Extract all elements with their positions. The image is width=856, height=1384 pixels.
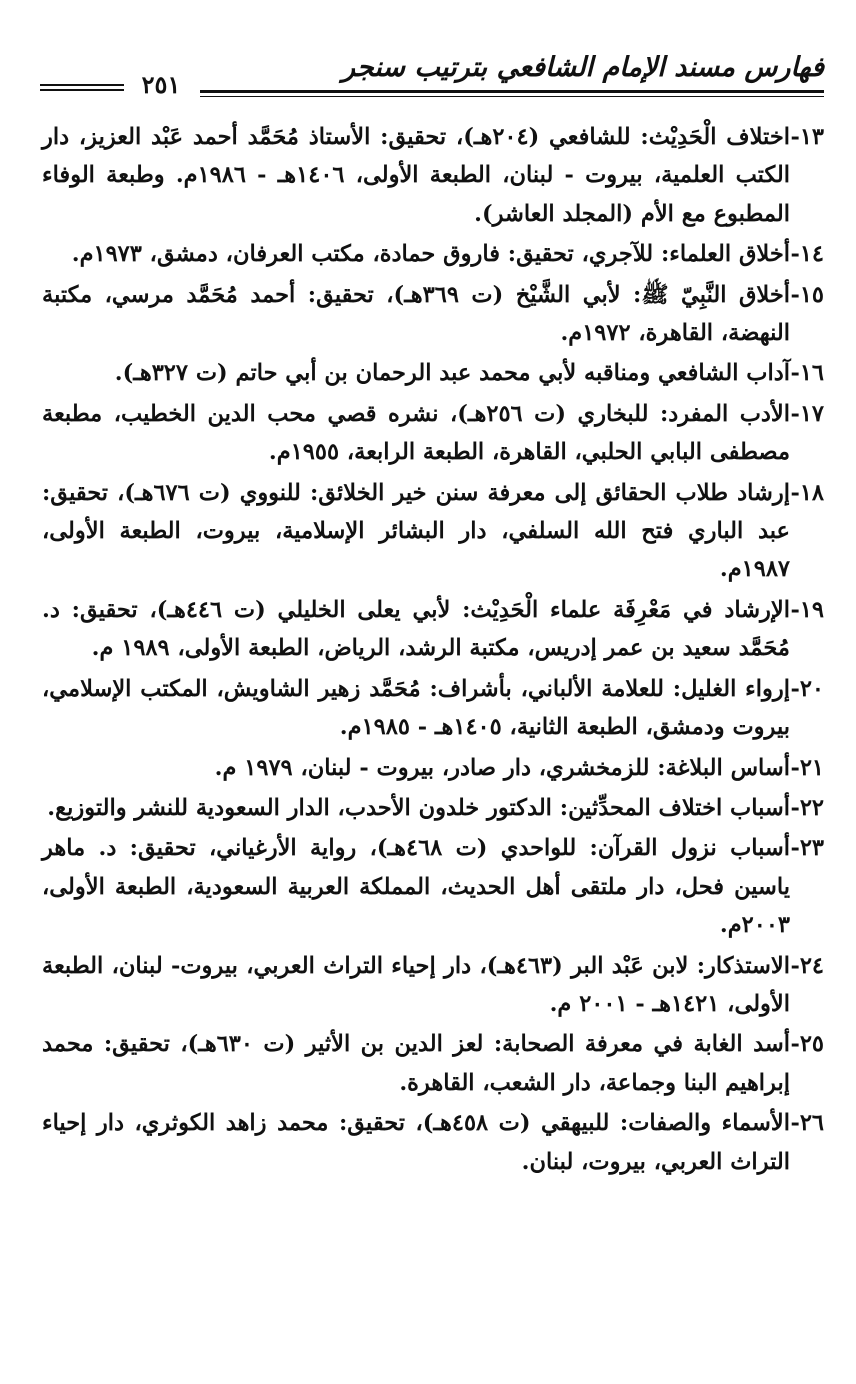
entry-text: الأسماء والصفات: للبيهقي (ت ٤٥٨هـ)، تحقيق: محمد زاهد الكوثري، دار إحياء التراث العربي، بيروت، لبنان. [42,1110,790,1175]
bibliography-entry [42,1025,824,1102]
bibliography-entry [42,395,824,472]
entry-text: الاستذكار: لابن عَبْد البر (٤٦٣هـ)، دار إحياء التراث العربي، بيروت- لبنان، الطبعة الأولى، ١٤٢١هـ - ٢٠٠١ م. [42,952,790,1017]
bibliography-entry [42,354,824,392]
entry-number: ١٥- [790,281,825,308]
bibliography-entry [42,235,824,273]
entry-text: اختلاف الْحَدِيْث: للشافعي (٢٠٤هـ)، تحقيق: الأستاذ مُحَمَّد أحمد عَبْد العزيز، دار الكتب العلمية، بيروت - لبنان، الطبعة الأولى، ١٤٠٦هـ - ١٩٨٦م. وطبعة الوفاء المطبوع مع الأم (المجلد العاشر). [42,124,790,227]
entry-number: ٢٤- [790,952,824,979]
header-rule [200,90,824,97]
entry-text: أسباب نزول القرآن: للواحدي (ت ٤٦٨هـ)، رواية الأرغياني، تحقيق: د. ماهر ياسين فحل، دار ملتقى أهل الحديث، المملكة العربية السعودية، الطبعة الأولى، ٢٠٠٣م. [42,835,790,939]
entry-number: ٢١- [790,754,824,781]
entry-number: ٢٦- [790,1110,824,1137]
entry-number: ١٨- [790,479,824,506]
bibliography-entry [42,591,824,668]
entry-text: إرشاد طلاب الحقائق إلى معرفة سنن خير الخلائق: للنووي (ت ٦٧٦هـ)، تحقيق: عبد الباري فتح الله السلفي، دار البشائر الإسلامية، بيروت، الطبعة الأولى، ١٩٨٧م. [42,479,790,583]
page-number-rule [40,84,124,94]
bibliography-entry [42,749,824,787]
entry-text: أسباب اختلاف المحدِّثين: الدكتور خلدون الأحدب، الدار السعودية للنشر والتوزيع. [47,794,790,821]
bibliography-entry [42,829,824,944]
entry-number: ١٧- [790,400,824,427]
bibliography-entry [42,1104,824,1181]
entry-text: آداب الشافعي ومناقبه لأبي محمد عبد الرحمان بن أبي حاتم (ت ٣٢٧هـ). [114,360,790,387]
bibliography-entry [42,474,824,589]
entry-text: إرواء الغليل: للعلامة الألباني، بأشراف: مُحَمَّد زهير الشاويش، المكتب الإسلامي، بيروت ودمشق، الطبعة الثانية، ١٤٠٥هـ - ١٩٨٥م. [42,675,790,741]
entry-number: ٢٣- [790,835,824,862]
entry-text: الأدب المفرد: للبخاري (ت ٢٥٦هـ)، نشره قصي محب الدين الخطيب، مطبعة مصطفى البابي الحلبي، القاهرة، الطبعة الرابعة، ١٩٥٥م. [42,400,790,466]
entry-text: أخلاق النَّبِيّ ﷺ: لأبي الشَّيْخ (ت ٣٦٩هـ)، تحقيق: أحمد مُحَمَّد مرسي، مكتبة النهضة، القاهرة، ١٩٧٢م. [42,281,791,347]
running-header [40,50,824,102]
bibliography-entry [42,276,824,353]
bibliography-list [42,118,824,1183]
entry-number: ١٤- [790,241,824,268]
bibliography-entry [42,947,824,1024]
entry-number: ٢٠- [790,675,824,702]
bibliography-entry [42,670,824,747]
page-number: ٢٥١ [141,70,181,99]
entry-text: الإرشاد في مَعْرِفَة علماء الْحَدِيْث: لأبي يعلى الخليلي (ت ٤٤٦هـ)، تحقيق: د. مُحَمَّد سعيد بن عمر إدريس، مكتبة الرشد، الرياض، الطبعة الأولى، ١٩٨٩ م. [42,596,790,662]
entry-text: أخلاق العلماء: للآجري، تحقيق: فاروق حمادة، مكتب العرفان، دمشق، ١٩٧٣م. [71,241,790,268]
entry-text: أساس البلاغة: للزمخشري، دار صادر، بيروت - لبنان، ١٩٧٩ م. [214,754,790,781]
entry-text: أسد الغابة في معرفة الصحابة: لعز الدين بن الأثير (ت ٦٣٠هـ)، تحقيق: محمد إبراهيم البنا وجماعة، دار الشعب، القاهرة. [42,1031,790,1096]
entry-number: ١٣- [790,124,824,150]
entry-number: ٢٥- [790,1031,824,1058]
bibliography-entry [42,118,824,233]
entry-number: ١٦- [790,360,824,387]
bibliography-entry [42,789,824,827]
entry-number: ١٩- [790,596,824,623]
header-title: فهارس مسند الإمام الشافعي بترتيب سنجر [341,52,824,83]
entry-number: ٢٢- [790,794,824,821]
